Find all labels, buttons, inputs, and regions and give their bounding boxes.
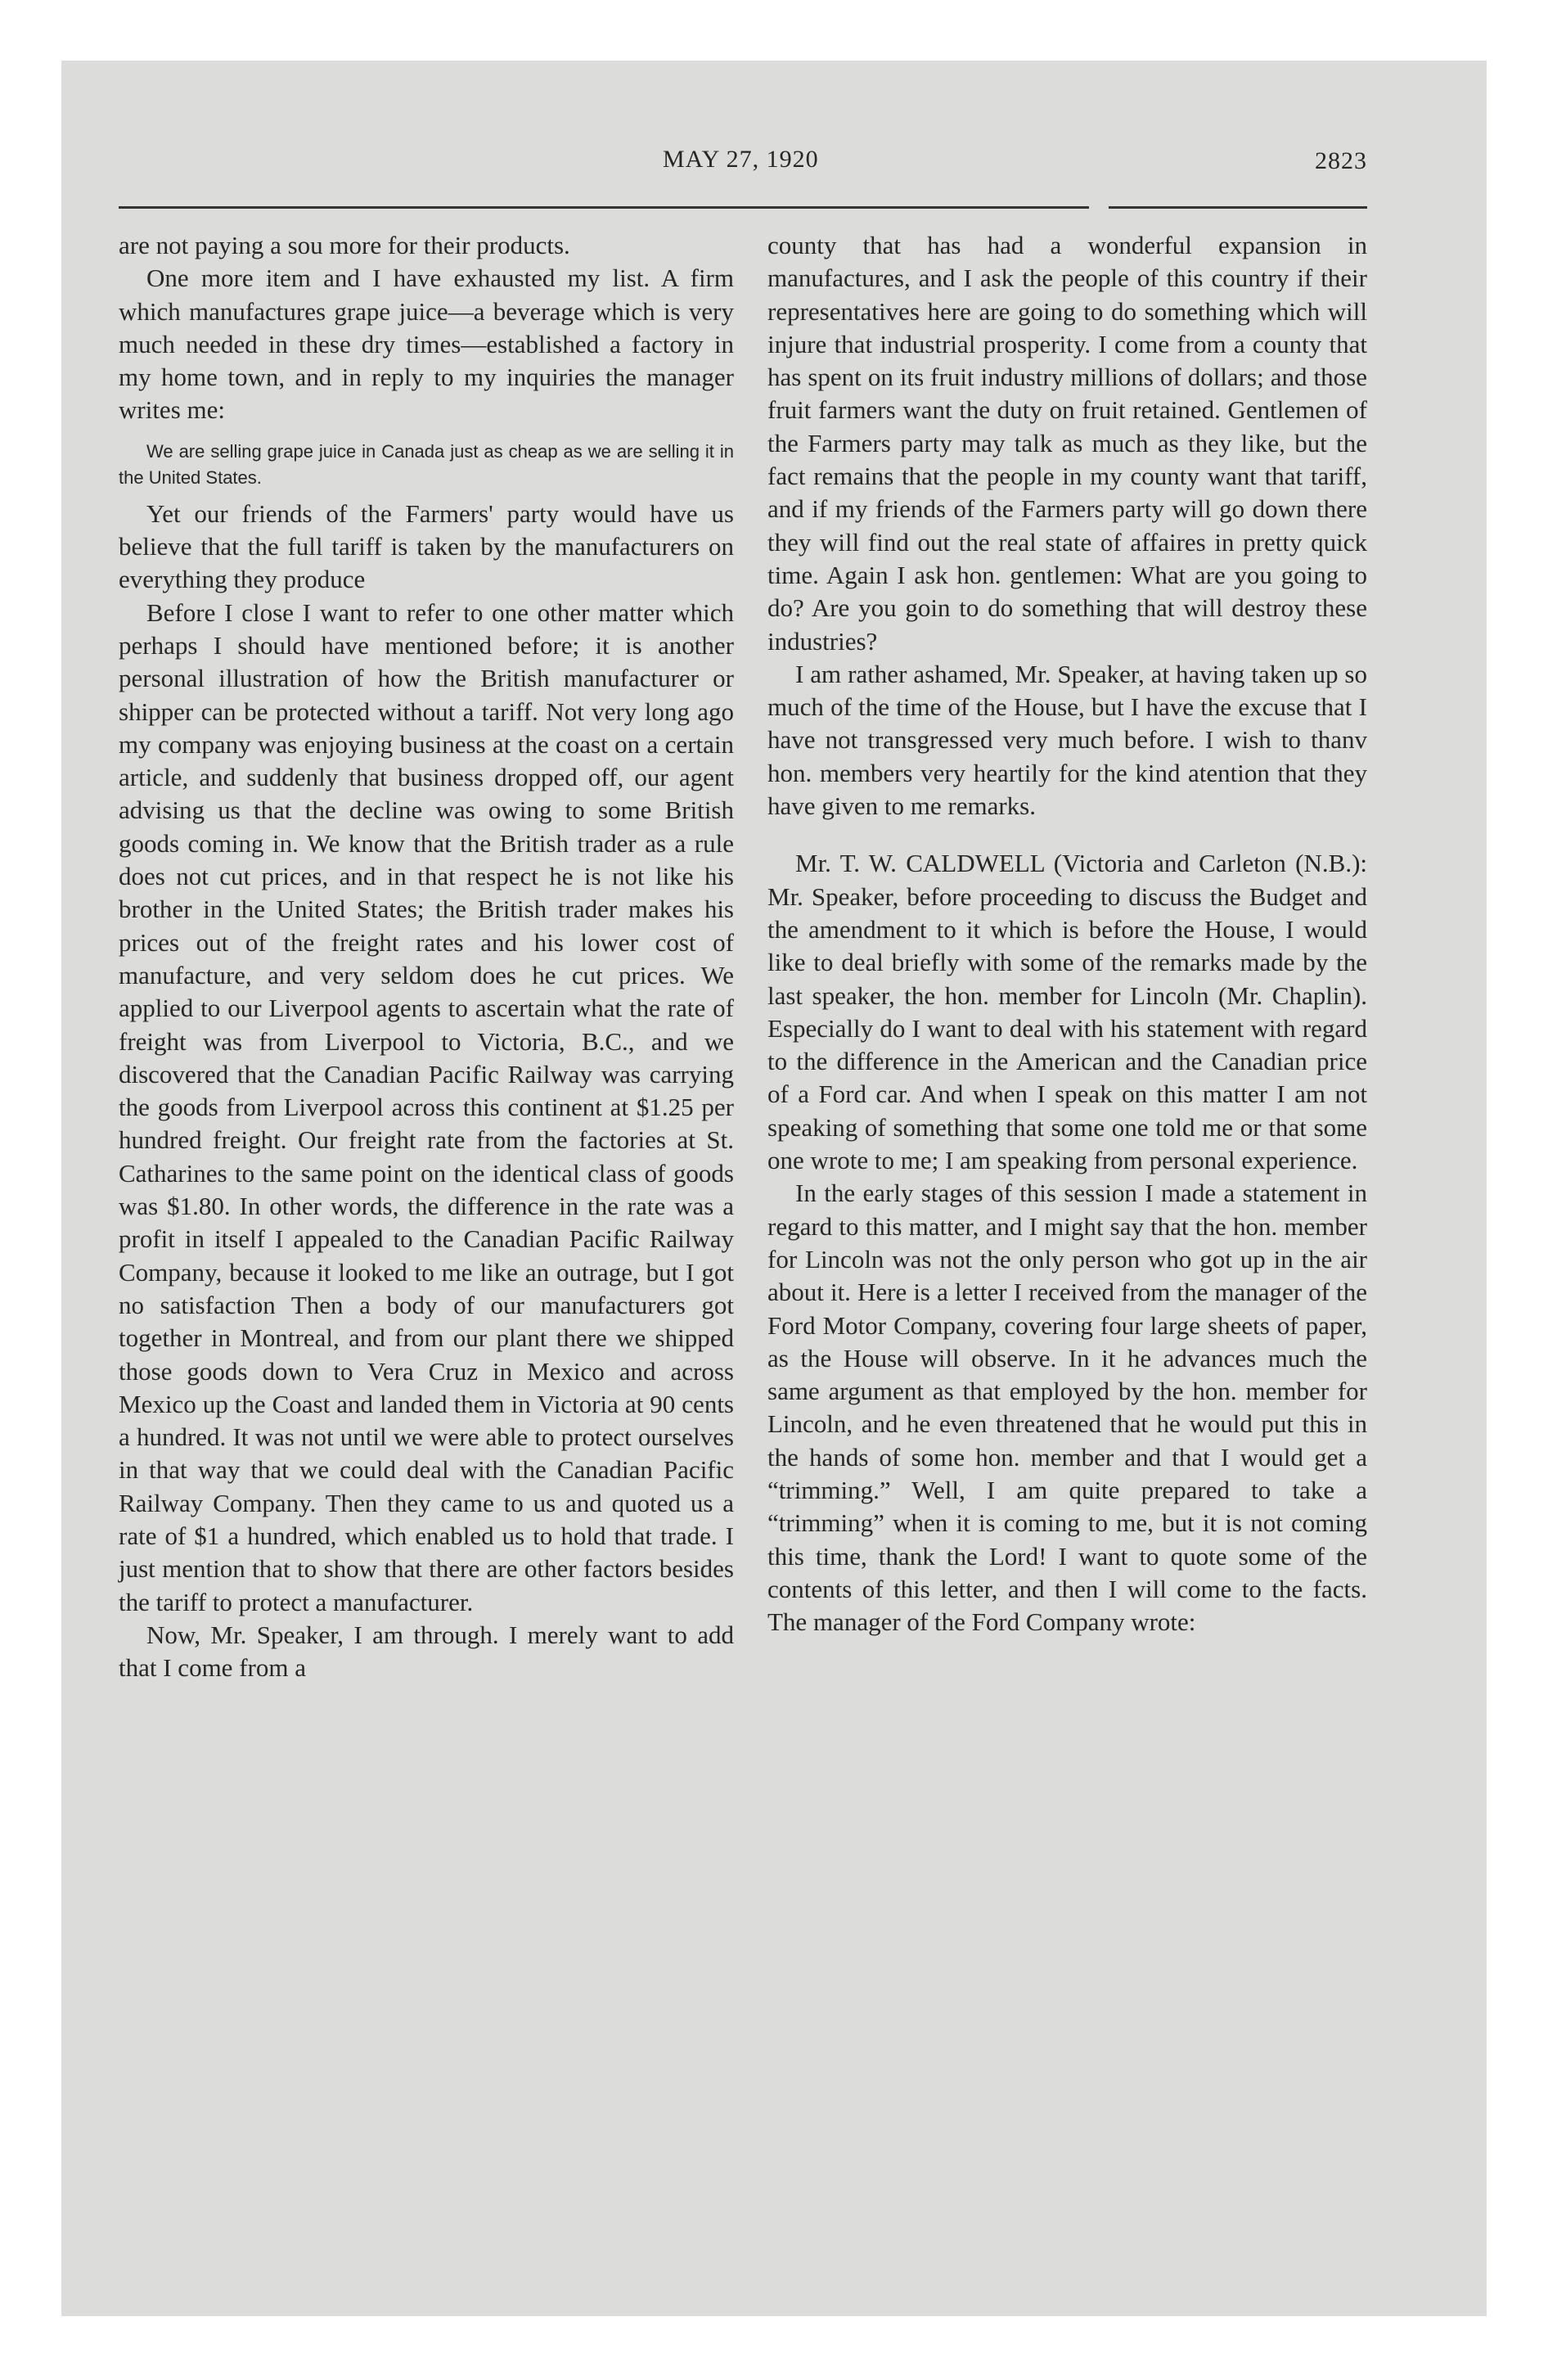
right-column <box>767 229 1367 1639</box>
paragraph: Yet our friends of the Farmers' party would have us believe that the full tariff is taken by the manufacturers on everything they produce <box>119 498 734 594</box>
header-rule-left <box>119 206 1089 209</box>
quoted-letter: We are selling grape juice in Canada just as cheap as we are selling it in the United States. <box>119 440 734 488</box>
paragraph: In the early stages of this session I made a statement in regard to this matter, and I might say that the hon. member for Lincoln was not the only person who got up in the air about it. Here is a letter I received from the manager of the Ford Motor Company, covering four large sheets of paper, as the House will observe. In it he advances much the same argument as that employed by the hon. member for Lincoln, and he even threatened that he would put this in the hands of some hon. member and that I would get a “trimming.” Well, I am quite prepared to take a “trimming” when it is coming to me, but it is not coming this time, thank the Lord! I want to quote some of the contents of this letter, and then I will come to the facts. The manager of the Ford Company wrote: <box>767 1179 1367 1637</box>
left-column <box>119 229 734 1684</box>
paragraph: county that has had a wonderful expansion in manufactures, and I ask the people of this country if their representatives here are going to do something which will injure that industrial prosperity. I come from a county that has spent on its fruit industry millions of dollars; and those fruit farmers want the duty on fruit retained. Gentlemen of the Farmers party may talk as much as they like, but the fact remains that the people in my county want that tariff, and if my friends of the Farmers party will go down there they will find out the real state of affaires in pretty quick time. Again I ask hon. gentlemen: What are you going to do? Are you goin to do something that will destroy these industries? <box>767 231 1367 656</box>
paragraph: Now, Mr. Speaker, I am through. I merely want to add that I come from a <box>119 1620 734 1683</box>
paragraph: Before I close I want to refer to one other matter which perhaps I should have mentioned before; it is another personal illustration of how the British manufacturer or shipper can be protected without a tariff. Not very long ago my company was enjoying business at the coast on a certain article, and suddenly that business dropped off, our agent advising us that the decline was owing to some British goods coming in. We know that the British trader as a rule does not cut prices, and in that respect he is not like his brother in the United States; the British trader makes his prices out of the freight rates and his lower cost of manufacture, and very seldom does he cut prices. We applied to our Liverpool agents to ascertain what the rate of freight was from Liverpool to Victoria, B.C., and we discovered that the Canadian Pacific Railway was carrying the goods from Liverpool across this continent at $1.25 per hundred freight. Our freight rate from the factories at St. Catharines to the same point on the identical class of goods was $1.80. In other words, the difference in the rate was a profit in itself I appealed to the Canadian Pacific Railway Company, because it looked to me like an outrage, but I got no satisfaction Then a body of our manufacturers got together in Montreal, and from our plant there we shipped those goods down to Vera Cruz in Mexico and across Mexico up the Coast and landed them in Victoria at 90 cents a hundred. It was not until we were able to protect ourselves in that way that we could deal with the Canadian Pacific Railway Company. Then they came to us and quoted us a rate of $1 a hundred, which enabled us to hold that trade. I just mention that to show that there are other factors besides the tariff to protect a manufacturer. <box>119 597 734 1616</box>
page-header <box>119 131 1367 180</box>
paragraph: I am rather ashamed, Mr. Speaker, at having taken up so much of the time of the House, but I have the excuse that I have not transgressed very much before. I wish to thanv hon. members very heartily for the kind atention that they have given to me remarks. <box>767 659 1367 821</box>
speaker-paragraph: Mr. T. W. CALDWELL (Victoria and Carleton (N.B.): Mr. Speaker, before proceeding to discuss the Budget and the amendment to it which is before the House, I would like to deal briefly with some of the remarks made by the last speaker, the hon. member for Lincoln (Mr. Chaplin). Especially do I want to deal with his statement with regard to the difference in the American and the Canadian price of a Ford car. And when I speak on this matter I am not speaking of something that some one told me or that some one wrote to me; I am speaking from personal experience. <box>767 849 1367 1175</box>
paragraph: are not paying a sou more for their products. <box>119 231 570 259</box>
page-number: 2823 <box>1315 147 1367 174</box>
header-rule-right <box>1109 206 1367 209</box>
paragraph: One more item and I have exhausted my list. A firm which manufactures grape juice—a beverage which is very much needed in these dry times—established a factory in my home town, and in reply to my inquiries the manager writes me: <box>119 264 734 425</box>
page-date: MAY 27, 1920 <box>663 146 819 173</box>
header-rule <box>119 206 1367 210</box>
hansard-page <box>119 131 1367 1683</box>
